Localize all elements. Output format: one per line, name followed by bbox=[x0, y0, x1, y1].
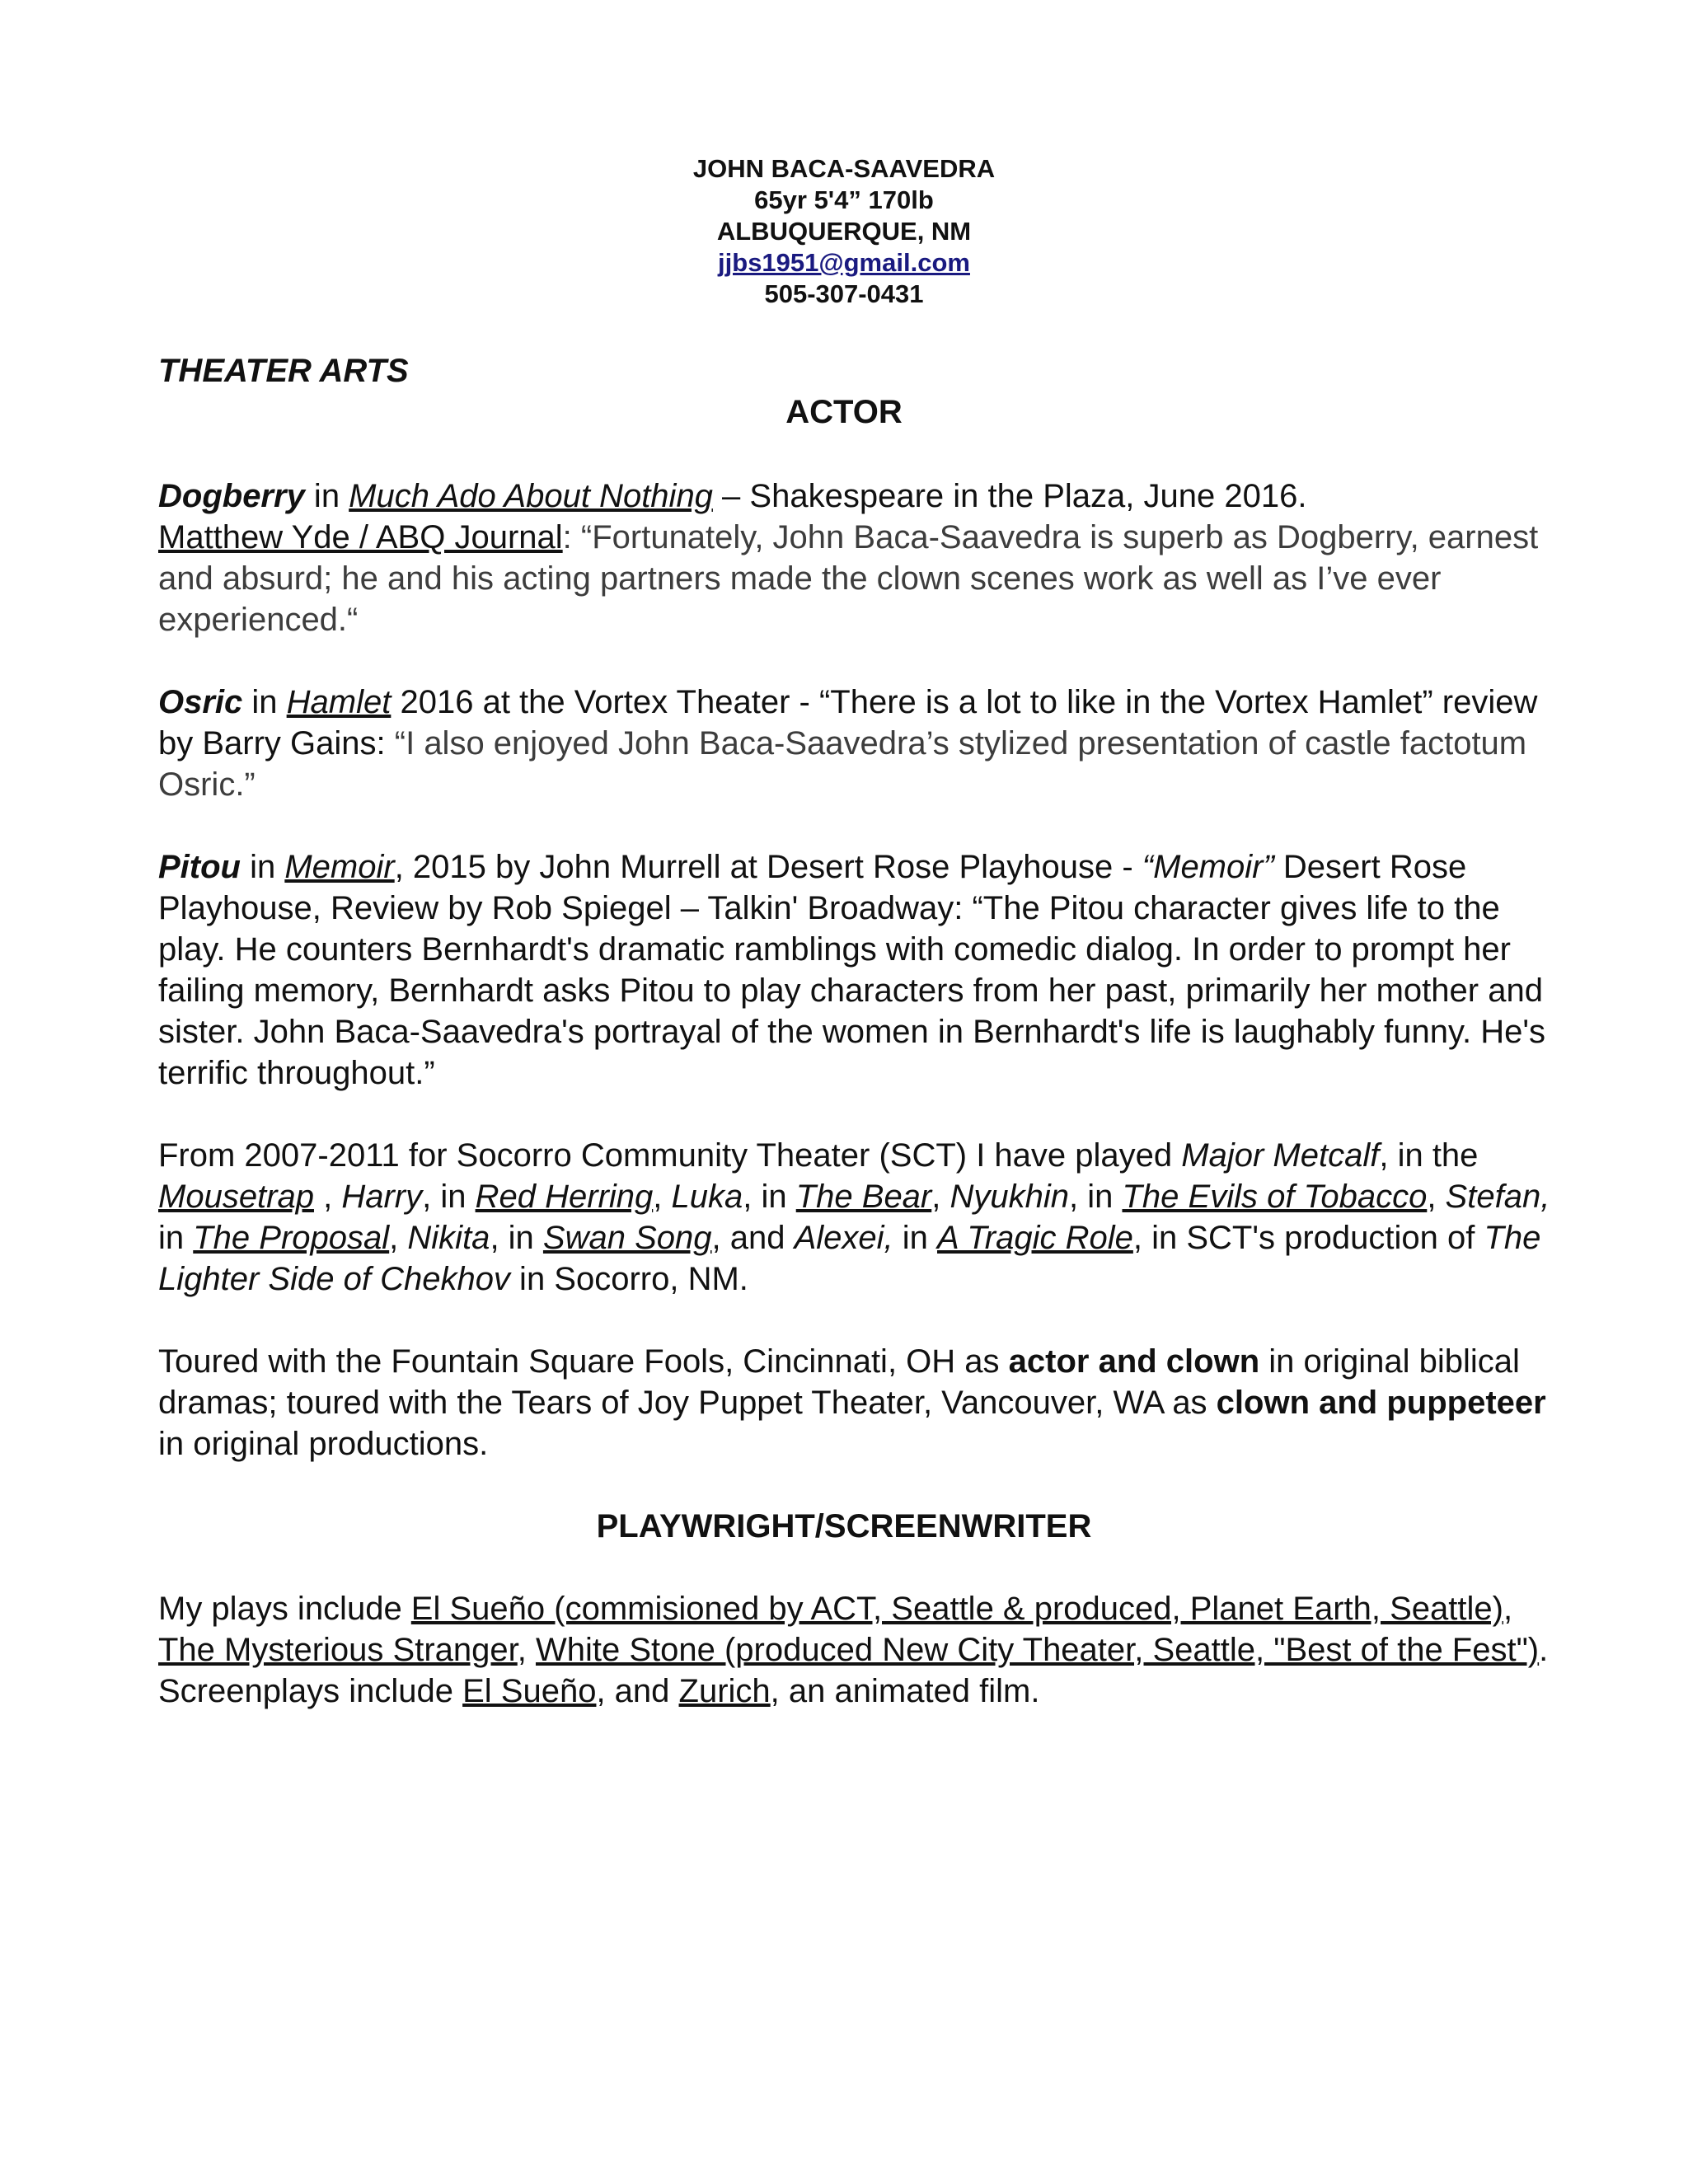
role-name: Major Metcalf bbox=[1181, 1137, 1380, 1174]
role-name: Nikita bbox=[407, 1220, 490, 1256]
touring-paragraph: Toured with the Fountain Square Fools, Cincinnati, OH as actor and clown in original biblical dramas; toured with the Tears of Joy Puppet Theater, Vancouver, WA as clown and puppeteer in original productions. bbox=[158, 1343, 1546, 1462]
review-quote: “I also enjoyed John Baca-Saavedra’s stylized presentation of castle factotum Osric.” bbox=[158, 725, 1527, 803]
role-name: Pitou bbox=[158, 849, 241, 885]
review-source: Matthew Yde / ABQ Journal bbox=[158, 519, 563, 555]
play-title: The Proposal bbox=[193, 1220, 390, 1256]
role-name: Stefan, bbox=[1445, 1179, 1550, 1215]
name: JOHN BACA-SAAVEDRA bbox=[692, 154, 996, 183]
play-title: The Bear bbox=[795, 1179, 932, 1215]
play-title: A Tragic Role bbox=[937, 1220, 1133, 1256]
role-name: Harry bbox=[341, 1179, 423, 1215]
work-title: The Mysterious Stranger bbox=[158, 1632, 518, 1668]
stats: 65yr 5'4” 170lb bbox=[754, 185, 934, 214]
work-title: Zurich bbox=[678, 1673, 771, 1709]
dogberry-paragraph: Dogberry in Much Ado About Nothing – Shakespeare in the Plaza, June 2016. Matthew Yde / ABQ Journal: “Fortunately, John Baca-Saavedra is superb as Dogberry, earnest and absurd; he and his acting partners made the clown scenes work as well as I’ve ever experienced.“ bbox=[158, 478, 1539, 638]
work-title: White Stone (produced New City Theater, Seattle, "Best of the Fest") bbox=[535, 1632, 1540, 1668]
section-title: THEATER ARTS bbox=[158, 353, 409, 389]
playwright-heading: PLAYWRIGHT/SCREENWRITER bbox=[596, 1508, 1092, 1544]
role-name: Dogberry bbox=[158, 478, 305, 514]
play-title: The Evils of Tobacco bbox=[1122, 1179, 1428, 1215]
phone: 505-307-0431 bbox=[764, 279, 924, 308]
play-title: Mousetrap bbox=[158, 1179, 314, 1215]
bold-role: clown and puppeteer bbox=[1216, 1385, 1546, 1421]
pitou-paragraph: Pitou in Memoir, 2015 by John Murrell at Desert Rose Playhouse - “Memoir” Desert Rose Playhouse, Review by Rob Spiegel – Talkin' Broadway: “The Pitou character gives life to the play. He counters Bernhardt's dramatic ramblings with comedic dialog. In order to prompt her failing memory, Bernhardt asks Pitou to play characters from her past, primarily her mother and sister. John Baca-Saavedra's portrayal of the women in Bernhardt's life is laughably funny. He's terrific throughout.” bbox=[158, 849, 1546, 1091]
work-title: El Sueño (commisioned by ACT, Seattle & produced, Planet Earth, Seattle) bbox=[410, 1591, 1503, 1627]
role-name: Nyukhin bbox=[950, 1179, 1069, 1215]
play-title-quoted: “Memoir” bbox=[1142, 849, 1274, 885]
role-name: Luka bbox=[671, 1179, 743, 1215]
role-name: Osric bbox=[158, 684, 243, 720]
play-title: Much Ado About Nothing bbox=[349, 478, 713, 514]
location: ALBUQUERQUE, NM bbox=[716, 217, 972, 246]
play-title: Memoir bbox=[284, 849, 395, 885]
playwright-paragraph: My plays include El Sueño (commisioned by ACT, Seattle & produced, Planet Earth, Seattle), The Mysterious Stranger, White Stone (produced New City Theater, Seattle, "Best of the Fest"). Screenplays include El Sueño, and Zurich, an animated film. bbox=[158, 1591, 1549, 1709]
actor-heading: ACTOR bbox=[785, 394, 903, 430]
play-title: Swan Song bbox=[542, 1220, 712, 1256]
role-name: Alexei, bbox=[794, 1220, 893, 1256]
review-quote: : “Fortunately, John Baca-Saavedra is superb as Dogberry, earnest and absurd; he and his acting partners made the clown scenes work as well as I’ve ever experienced.“ bbox=[158, 519, 1539, 638]
osric-paragraph: Osric in Hamlet 2016 at the Vortex Theater - “There is a lot to like in the Vortex Hamlet” review by Barry Gains: “I also enjoyed John Baca-Saavedra’s stylized presentation of castle factotum Osric.” bbox=[158, 684, 1538, 803]
production-title: The Lighter Side of Chekhov bbox=[158, 1220, 1541, 1297]
work-title: El Sueño bbox=[462, 1673, 597, 1709]
play-title: Red Herring bbox=[475, 1179, 654, 1215]
email-link[interactable]: jjbs1951@gmail.com bbox=[718, 248, 970, 277]
bold-role: actor and clown bbox=[1008, 1343, 1260, 1380]
contact-header bbox=[0, 153, 1688, 310]
socorro-paragraph: From 2007-2011 for Socorro Community Theater (SCT) I have played Major Metcalf, in the Mousetrap , Harry, in Red Herring, Luka, in The Bear, Nyukhin, in The Evils of Tobacco, Stefan, in The Proposal, Nikita, in Swan Song, and Alexei, in A Tragic Role, in SCT's production of The Lighter Side of Chekhov in Socorro, NM. bbox=[158, 1137, 1550, 1297]
play-title: Hamlet bbox=[286, 684, 392, 720]
